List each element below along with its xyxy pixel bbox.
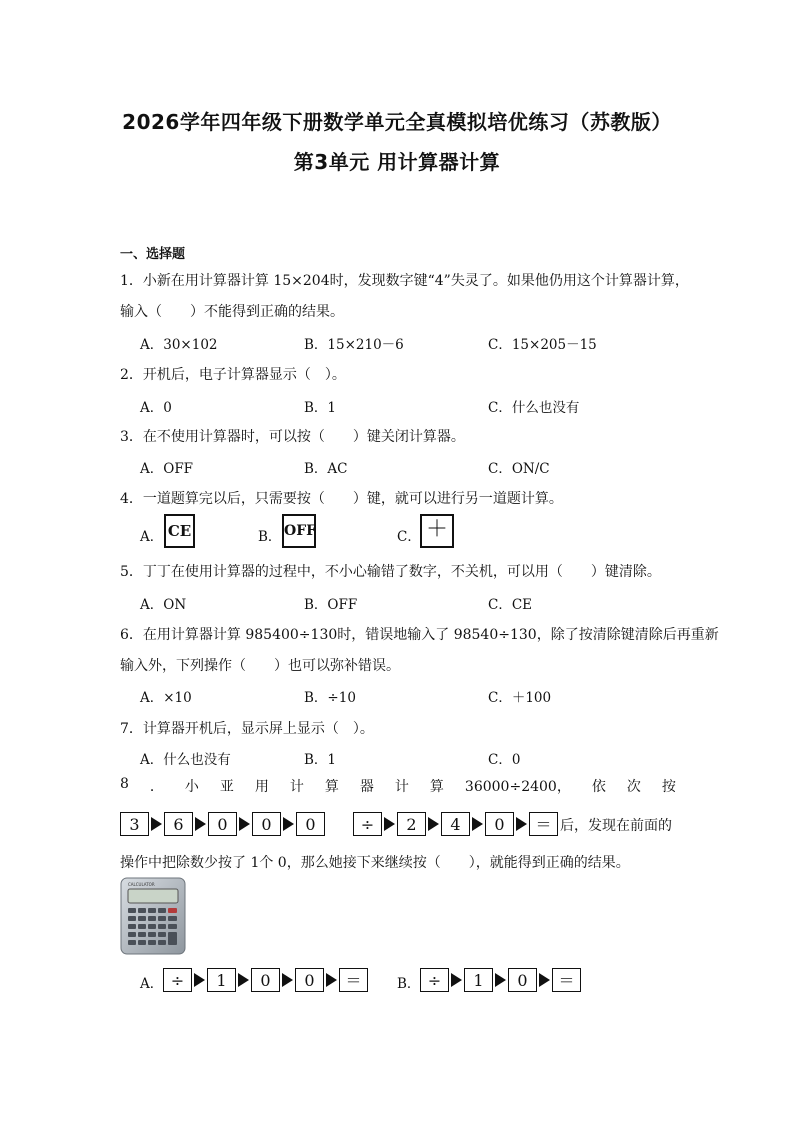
question-2: 2．开机后，电子计算器显示（ ）。 (120, 367, 346, 383)
question-3-option-b: B．AC (304, 461, 348, 477)
question-3-option-c: C．ON/C (488, 461, 550, 477)
arrow-right-icon (151, 817, 162, 831)
question-4: 4．一道题算完以后，只需要按（ ）键，就可以进行另一道题计算。 (120, 491, 563, 507)
svg-text:CALCULATOR: CALCULATOR (128, 882, 155, 887)
question-6-option-c: C．＋100 (488, 690, 552, 706)
question-5: 5．丁丁在使用计算器的过程中，不小心输错了数字，不关机，可以用（ ）键清除。 (120, 564, 661, 580)
key-divide: ÷ (353, 812, 382, 836)
question-6-option-b: B．÷10 (304, 690, 356, 706)
key-equals: ＝ (552, 968, 581, 992)
q8-word: 按 (661, 779, 676, 795)
question-8-line-1 (120, 776, 676, 796)
q8-word: 8 (120, 776, 129, 792)
question-1-option-a: A．30×102 (140, 337, 218, 353)
plus-key-icon: ＋ (420, 514, 454, 548)
key-4: 4 (441, 812, 470, 836)
key-0: 0 (508, 968, 537, 992)
question-7: 7．计算器开机后，显示屏上显示（ ）。 (120, 721, 374, 737)
q8-word: 算 (324, 779, 339, 795)
key-2: 2 (397, 812, 426, 836)
question-6-option-a: A．×10 (140, 690, 192, 706)
q8-word: 亚 (219, 779, 234, 795)
key-3: 3 (120, 812, 149, 836)
question-4-option-b-label: B． (258, 529, 282, 545)
arrow-right-icon (428, 817, 439, 831)
question-7-option-c: C．0 (488, 752, 521, 768)
key-6: 6 (164, 812, 193, 836)
question-2-option-a: A．0 (140, 400, 172, 416)
key-1: 1 (207, 968, 236, 992)
arrow-right-icon (326, 973, 337, 987)
q8-word: 计 (394, 779, 409, 795)
question-1-option-b: B．15×210－6 (304, 337, 404, 353)
q8-word: 计 (289, 779, 304, 795)
question-8-line-3: 操作中把除数少按了 1个 0，那么她接下来继续按（ ），就能得到正确的结果。 (120, 855, 630, 871)
question-8-option-b-label: B． (397, 976, 421, 992)
question-7-option-b: B．1 (304, 752, 337, 768)
key-divide: ÷ (163, 968, 192, 992)
question-2-option-b: B．1 (304, 400, 337, 416)
q8-word: 器 (359, 779, 374, 795)
arrow-right-icon (195, 817, 206, 831)
question-4-option-a-label: A． (140, 529, 164, 545)
question-3-option-a: A．OFF (140, 461, 194, 477)
key-0: 0 (295, 968, 324, 992)
question-3: 3．在不使用计算器时，可以按（ ）键关闭计算器。 (120, 429, 465, 445)
key-divide: ÷ (420, 968, 449, 992)
arrow-right-icon (516, 817, 527, 831)
arrow-right-icon (472, 817, 483, 831)
arrow-right-icon (283, 817, 294, 831)
off-key-icon: OFF (282, 514, 316, 548)
calculator-icon (120, 877, 186, 955)
arrow-right-icon (451, 973, 462, 987)
arrow-right-icon (194, 973, 205, 987)
question-8-after-keys: 后，发现在前面的 (560, 818, 672, 834)
arrow-right-icon (282, 973, 293, 987)
key-0: 0 (208, 812, 237, 836)
arrow-right-icon (384, 817, 395, 831)
q8-word: 小 (184, 779, 199, 795)
key-0: 0 (296, 812, 325, 836)
key-1: 1 (464, 968, 493, 992)
document-title: 2026学年四年级下册数学单元全真模拟培优练习（苏教版） (122, 110, 672, 134)
arrow-right-icon (238, 973, 249, 987)
question-4-option-c-label: C． (397, 529, 421, 545)
question-1-line-2: 输入（ ）不能得到正确的结果。 (120, 304, 344, 320)
q8-word: 算 (429, 779, 444, 795)
question-5-option-b: B．OFF (304, 597, 358, 613)
question-5-option-c: C．CE (488, 597, 533, 613)
question-1-line-1: 1．小新在用计算器计算 15×204时，发现数字键“4”失灵了。如果他仍用这个计算器计算， (120, 273, 689, 289)
key-0: 0 (251, 968, 280, 992)
key-0: 0 (485, 812, 514, 836)
question-1-option-c: C．15×205－15 (488, 337, 597, 353)
key-0: 0 (252, 812, 281, 836)
ce-key-icon: CE (164, 514, 195, 548)
q8-word: 用 (254, 779, 269, 795)
question-8-option-a-label: A． (140, 976, 164, 992)
question-7-option-a: A．什么也没有 (140, 752, 231, 768)
document-subtitle: 第3单元 用计算器计算 (293, 150, 501, 174)
key-equals: ＝ (529, 812, 558, 836)
question-6-line-1: 6．在用计算器计算 985400÷130时，错误地输入了 98540÷130，除了按清除键清除后再重新 (120, 627, 719, 643)
arrow-right-icon (495, 973, 506, 987)
section-heading: 一、选择题 (120, 247, 186, 262)
q8-word: 36000÷2400， (464, 779, 571, 795)
question-2-option-c: C．什么也没有 (488, 400, 580, 416)
q8-word: 依 (591, 779, 606, 795)
q8-word: 次 (626, 779, 641, 795)
question-6-line-2: 输入外，下列操作（ ）也可以弥补错误。 (120, 658, 400, 674)
arrow-right-icon (539, 973, 550, 987)
key-equals: ＝ (339, 968, 368, 992)
q8-word: ． (149, 779, 164, 795)
question-5-option-a: A．ON (140, 597, 187, 613)
arrow-right-icon (239, 817, 250, 831)
